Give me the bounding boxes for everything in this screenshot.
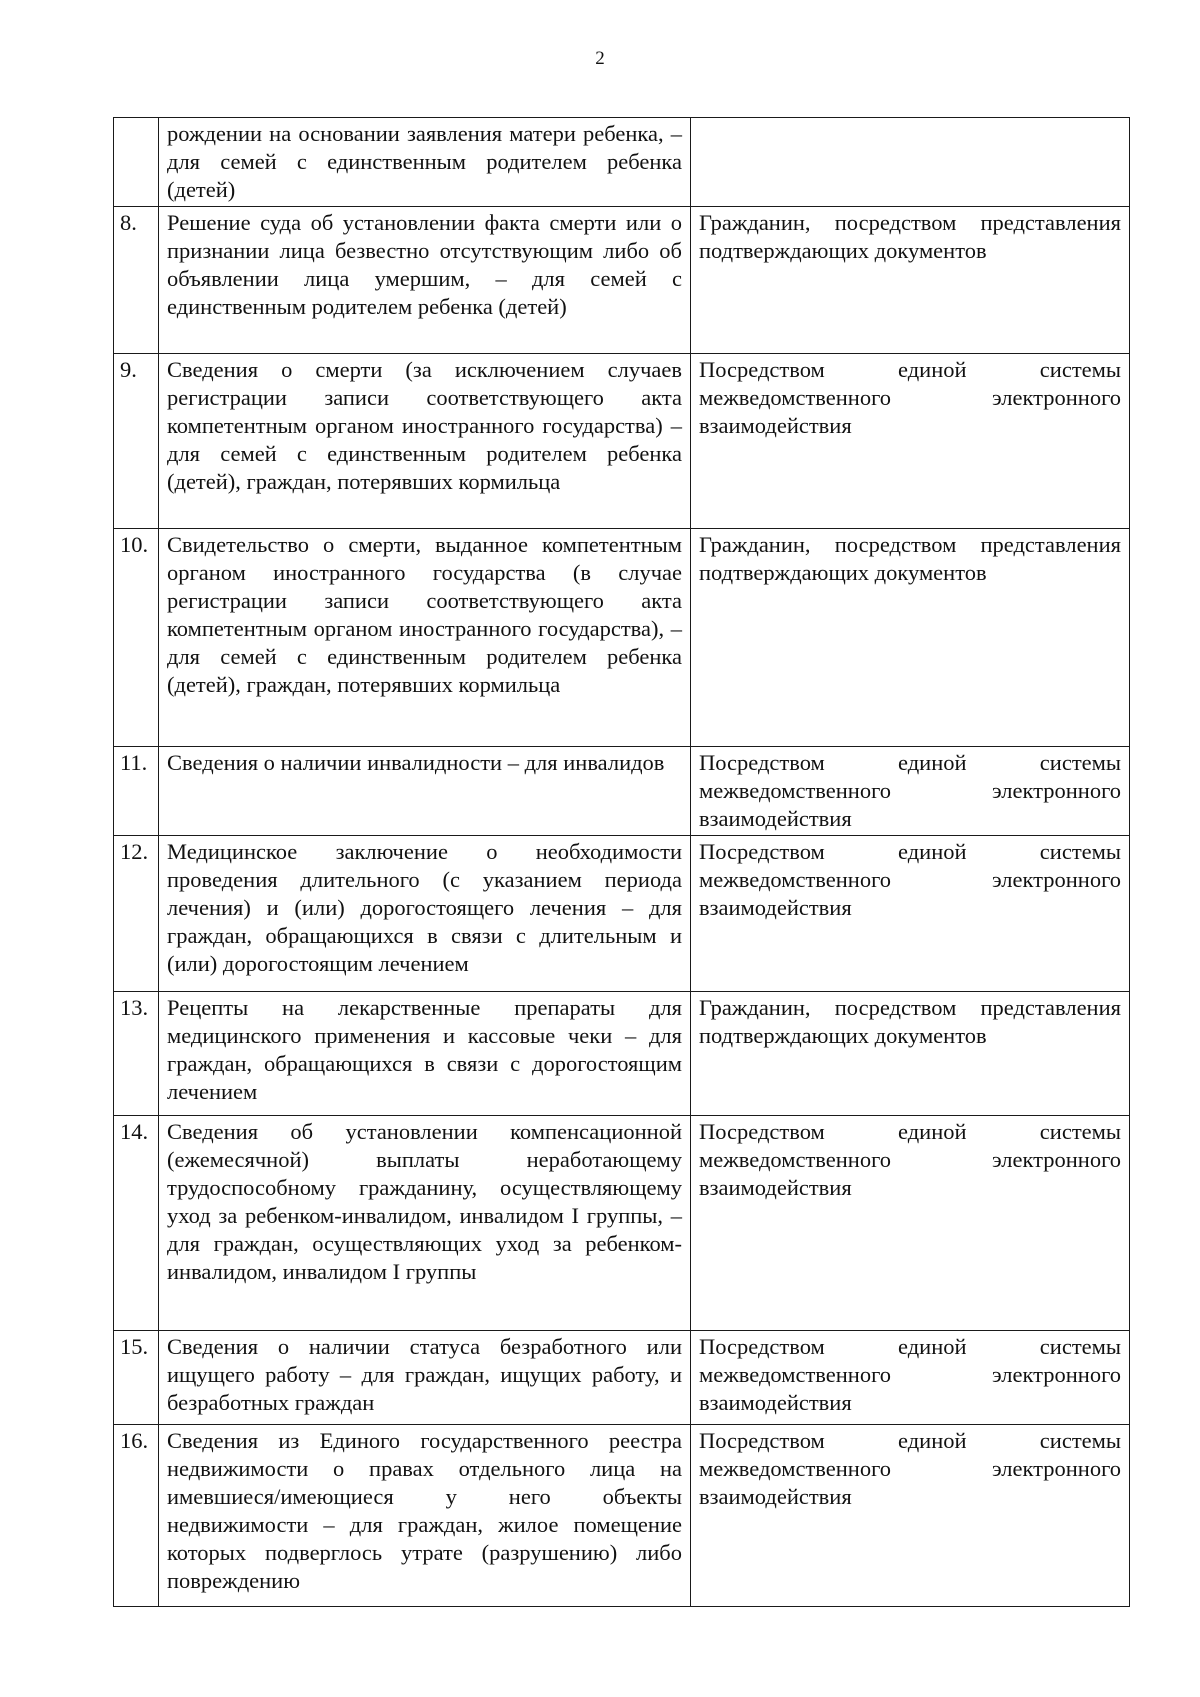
table-row bbox=[114, 1425, 1130, 1607]
table-row bbox=[114, 836, 1130, 992]
submission-method: Посредством единой системы межведомственного электронного взаимодействия bbox=[691, 836, 1130, 992]
document-name: Медицинское заключение о необходимости проведения длительного (с указанием периода лечения) и (или) дорогостоящего лечения – для граждан, обращающихся в связи с длительным и (или) дорогостоящим лечением bbox=[159, 836, 691, 992]
submission-method: Гражданин, посредством представления подтверждающих документов bbox=[691, 207, 1130, 354]
table-row bbox=[114, 1331, 1130, 1425]
table-row bbox=[114, 992, 1130, 1116]
submission-method: Посредством единой системы межведомственного электронного взаимодействия bbox=[691, 354, 1130, 529]
submission-method: Гражданин, посредством представления подтверждающих документов bbox=[691, 529, 1130, 747]
document-name: Рецепты на лекарственные препараты для медицинского применения и кассовые чеки – для граждан, обращающихся в связи с дорогостоящим лечением bbox=[159, 992, 691, 1116]
table-row bbox=[114, 529, 1130, 747]
document-name: рождении на основании заявления матери ребенка, – для семей с единственным родителем ребенка (детей) bbox=[159, 118, 691, 207]
documents-table bbox=[113, 117, 1130, 1607]
row-number: 16. bbox=[114, 1425, 159, 1607]
table-row bbox=[114, 747, 1130, 836]
document-name: Сведения об установлении компенсационной (ежемесячной) выплаты неработающему трудоспособному гражданину, осуществляющему уход за ребенком-инвалидом, инвалидом I группы, – для граждан, осуществляющих уход за ребенком-инвалидом, инвалидом I группы bbox=[159, 1116, 691, 1331]
row-number: 8. bbox=[114, 207, 159, 354]
table-row bbox=[114, 354, 1130, 529]
row-number: 14. bbox=[114, 1116, 159, 1331]
document-name: Сведения о смерти (за исключением случаев регистрации записи соответствующего акта компетентным органом иностранного государства) – для семей с единственным родителем ребенка (детей), граждан, потерявших кормильца bbox=[159, 354, 691, 529]
document-name: Свидетельство о смерти, выданное компетентным органом иностранного государства (в случае регистрации записи соответствующего акта компетентным органом иностранного государства), – для семей с единственным родителем ребенка (детей), граждан, потерявших кормильца bbox=[159, 529, 691, 747]
row-number bbox=[114, 118, 159, 207]
row-number: 9. bbox=[114, 354, 159, 529]
submission-method: Посредством единой системы межведомственного электронного взаимодействия bbox=[691, 747, 1130, 836]
submission-method: Гражданин, посредством представления подтверждающих документов bbox=[691, 992, 1130, 1116]
document-name: Сведения из Единого государственного реестра недвижимости о правах отдельного лица на имевшиеся/имеющиеся у него объекты недвижимости – для граждан, жилое помещение которых подверглось утрате (разрушению) либо повреждению bbox=[159, 1425, 691, 1607]
document-name: Сведения о наличии статуса безработного или ищущего работу – для граждан, ищущих работу, и безработных граждан bbox=[159, 1331, 691, 1425]
submission-method bbox=[691, 118, 1130, 207]
submission-method: Посредством единой системы межведомственного электронного взаимодействия bbox=[691, 1116, 1130, 1331]
row-number: 13. bbox=[114, 992, 159, 1116]
table-row bbox=[114, 1116, 1130, 1331]
row-number: 10. bbox=[114, 529, 159, 747]
page-number: 2 bbox=[595, 48, 605, 69]
table-row bbox=[114, 118, 1130, 207]
submission-method: Посредством единой системы межведомственного электронного взаимодействия bbox=[691, 1331, 1130, 1425]
table-row bbox=[114, 207, 1130, 354]
document-name: Сведения о наличии инвалидности – для инвалидов bbox=[159, 747, 691, 836]
document-name: Решение суда об установлении факта смерти или о признании лица безвестно отсутствующим либо об объявлении лица умершим, – для семей с единственным родителем ребенка (детей) bbox=[159, 207, 691, 354]
row-number: 15. bbox=[114, 1331, 159, 1425]
submission-method: Посредством единой системы межведомственного электронного взаимодействия bbox=[691, 1425, 1130, 1607]
row-number: 12. bbox=[114, 836, 159, 992]
row-number: 11. bbox=[114, 747, 159, 836]
